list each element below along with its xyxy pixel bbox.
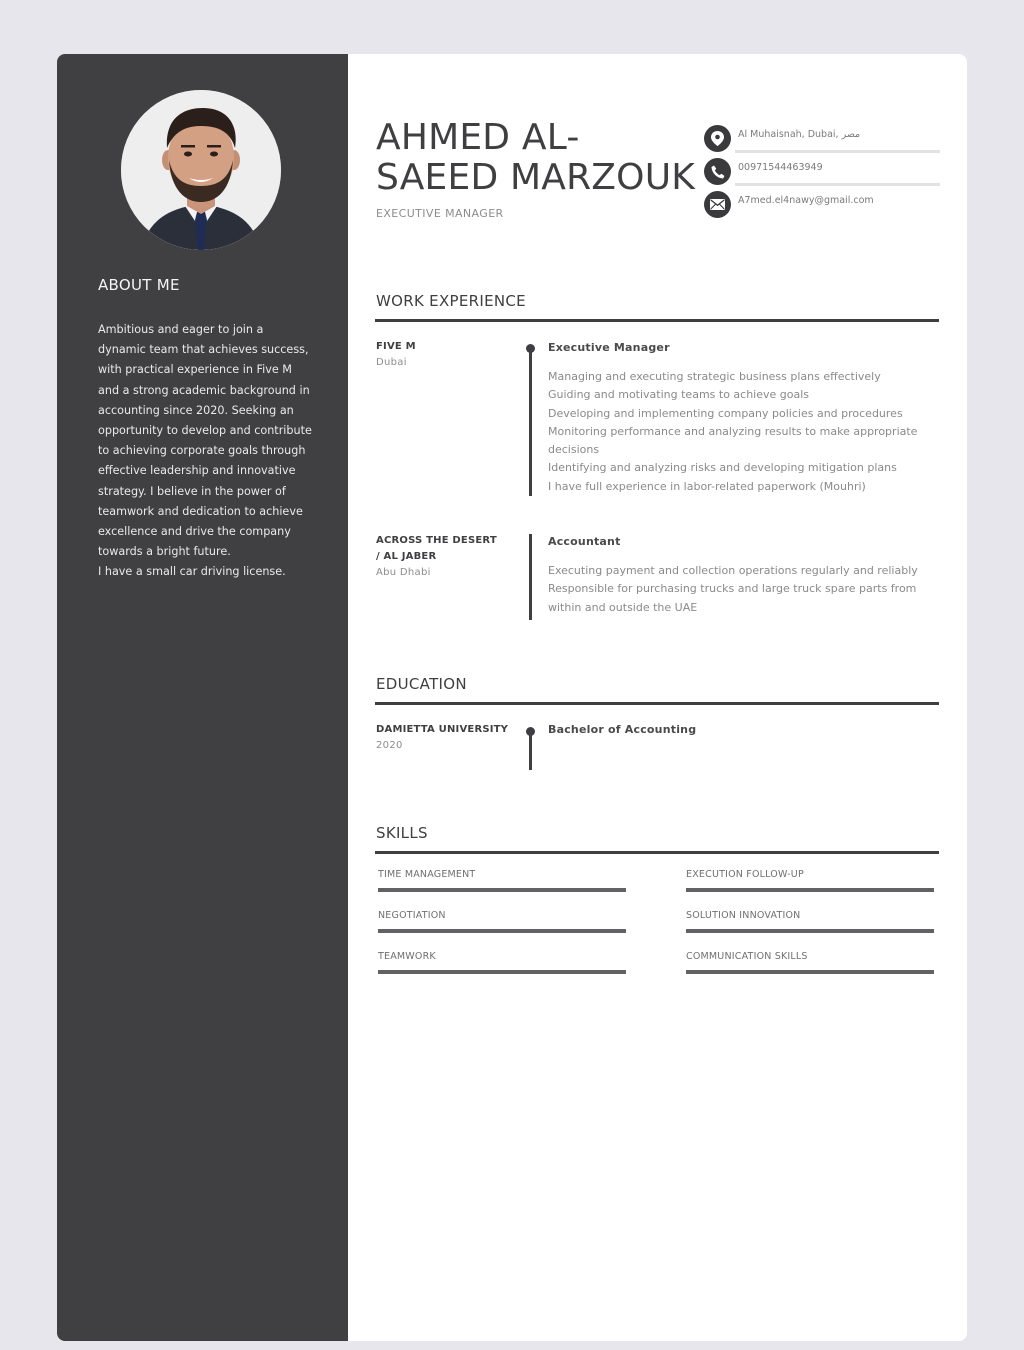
full-name: AHMED AL-SAEED MARZOUK [376, 117, 696, 198]
education-title: EDUCATION [376, 675, 467, 693]
skill-bar-fill [686, 888, 934, 892]
duty-item: Developing and implementing company policies and procedures [548, 406, 903, 420]
contact-location [704, 125, 940, 155]
about-title: ABOUT ME [98, 276, 180, 294]
skill-name: SOLUTION INNOVATION [686, 910, 801, 921]
skill-bar-fill [686, 929, 934, 933]
work-org-name: ACROSS THE DESERT / AL JABER [376, 535, 497, 562]
skill-bar [686, 929, 934, 933]
skill-bar [378, 929, 626, 933]
skill-name: EXECUTION FOLLOW-UP [686, 869, 804, 880]
contact-divider [735, 150, 940, 153]
about-paragraph: Ambitious and eager to join a dynamic team that achieves success, with practical experience in Five M and a strong academic background in accounting since 2020. Seeking an opportunity to develop and contribute to achieving corporate goals through effective leadership and innovative strategy. I believe in the power of teamwork and dedication to achieve excellence and drive the company towards a bright future. [98, 323, 312, 559]
job-title: EXECUTIVE MANAGER [376, 207, 504, 220]
work-role: Executive Manager [548, 341, 670, 354]
skill-item [375, 951, 626, 975]
skill-bar-fill [378, 888, 626, 892]
education-school: DAMIETTA UNIVERSITY [376, 724, 509, 735]
duty-item: I have full experience in labor-related paperwork (Mouhri) [548, 479, 866, 493]
email-icon [704, 191, 731, 218]
work-location: Dubai [376, 357, 407, 368]
contact-divider [735, 183, 940, 186]
about-paragraph: I have a small car driving license. [98, 565, 286, 579]
contact-location-text: Al Muhaisnah, Dubai, مصر [738, 129, 861, 140]
skill-bar-fill [686, 970, 934, 974]
sidebar [57, 54, 348, 1341]
section-divider [375, 851, 939, 854]
skill-bar-fill [378, 929, 626, 933]
duty-item: Responsible for purchasing trucks and large truck spare parts from within and outside the UAE [548, 582, 917, 614]
skill-item [375, 869, 626, 893]
skill-bar [686, 970, 934, 974]
location-icon [704, 125, 731, 152]
timeline-line [529, 731, 532, 770]
skill-bar [378, 970, 626, 974]
skill-item [683, 869, 934, 893]
education-year: 2020 [376, 740, 403, 751]
duty-item: Managing and executing strategic business plans effectively [548, 370, 881, 383]
duty-item: Monitoring performance and analyzing results to make appropriate decisions [548, 424, 918, 457]
profile-photo [121, 90, 281, 250]
contact-phone-text[interactable]: 00971544463949 [738, 162, 823, 173]
duty-item: Identifying and analyzing risks and developing mitigation plans [548, 461, 897, 475]
work-duties [548, 368, 943, 496]
skill-item [375, 910, 626, 934]
skill-name: TEAMWORK [378, 951, 436, 962]
duty-item: Guiding and motivating teams to achieve goals [548, 388, 810, 402]
contact-phone [704, 158, 940, 188]
work-location: Abu Dhabi [376, 567, 431, 578]
duty-item: Executing payment and collection operations regularly and reliably [548, 564, 918, 577]
skills-title: SKILLS [376, 824, 428, 842]
work-entry-org [376, 533, 501, 581]
contact-email-text[interactable]: A7med.el4nawy@gmail.com [738, 195, 874, 206]
contact-email [704, 191, 940, 221]
skill-bar [378, 888, 626, 892]
timeline-line [529, 534, 532, 620]
phone-icon [704, 158, 731, 185]
resume-page [57, 54, 967, 1341]
main-content [375, 54, 939, 1341]
education-entry-org [376, 722, 516, 754]
skill-name: TIME MANAGEMENT [378, 869, 476, 880]
work-entry-org [376, 339, 501, 371]
about-text [98, 320, 313, 583]
work-org-name: FIVE M [376, 341, 416, 352]
education-degree: Bachelor of Accounting [548, 723, 697, 736]
timeline-line [529, 348, 532, 496]
skill-name: NEGOTIATION [378, 910, 446, 921]
skill-item [683, 951, 934, 975]
work-role: Accountant [548, 535, 621, 548]
skill-item [683, 910, 934, 934]
section-divider [375, 702, 939, 705]
section-divider [375, 319, 939, 322]
work-duties [548, 562, 943, 617]
skill-name: COMMUNICATION SKILLS [686, 951, 808, 962]
skill-bar-fill [378, 970, 626, 974]
work-experience-title: WORK EXPERIENCE [376, 292, 526, 310]
skill-bar [686, 888, 934, 892]
